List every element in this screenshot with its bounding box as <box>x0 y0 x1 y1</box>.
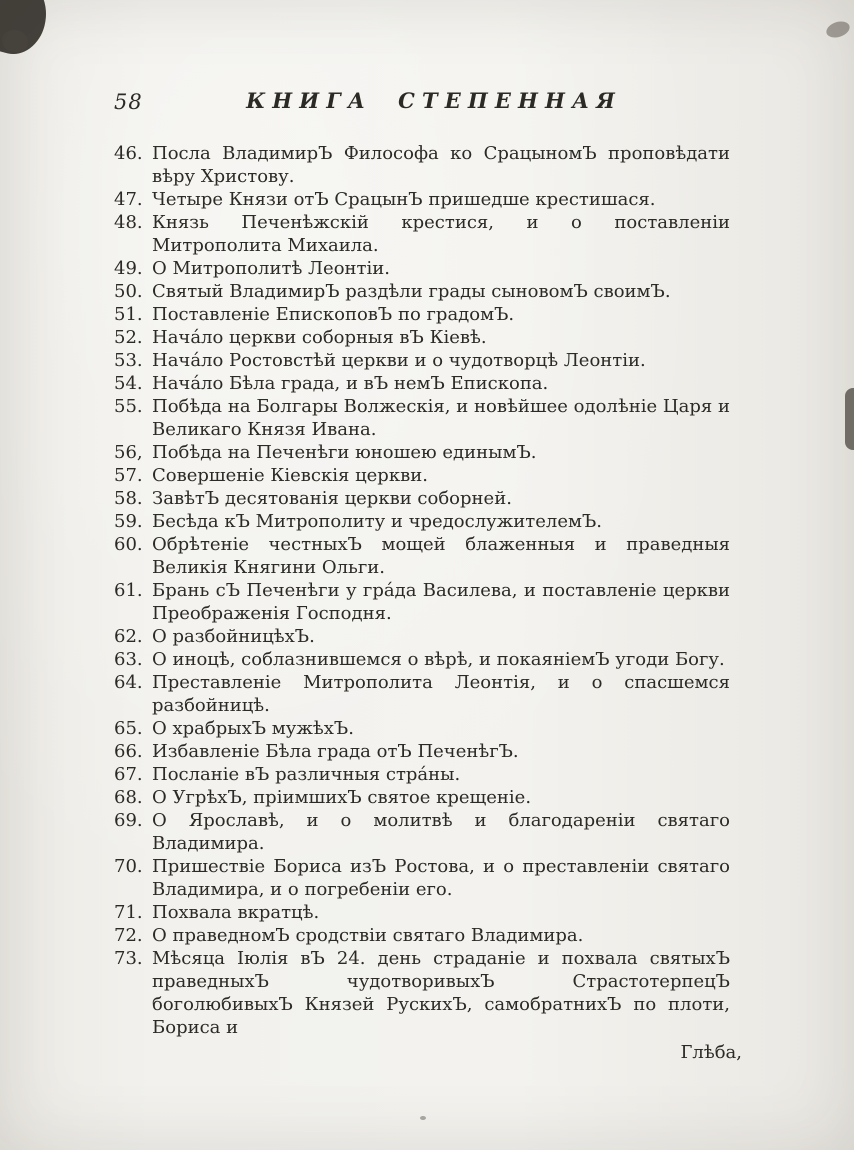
contents-entry <box>114 763 730 786</box>
entry-number: 62. <box>114 626 143 647</box>
entry-text: Мѣсяца Іюлія вЪ 24. день страданіе и похвала святыхЪ праведныхЪ чудотворивыхЪ СтрастотерпецЪ боголюбивыхЪ Князей РускихЪ, самобратнихЪ по плоти, Бориса и <box>152 948 730 1038</box>
entry-number: 67. <box>114 764 143 785</box>
page-number: 58 <box>114 90 143 114</box>
contents-entry <box>114 786 730 809</box>
entry-text: Побѣда на Болгары Волжескія, и новѣйшее одолѣніе Царя и Великаго Князя Ивана. <box>152 396 730 440</box>
entry-number: 61. <box>114 580 143 601</box>
entry-number: 47. <box>114 189 143 210</box>
contents-entry <box>114 809 730 855</box>
ink-blot-top-left-2 <box>2 30 28 52</box>
entry-number: 54. <box>114 373 143 394</box>
table-of-contents <box>0 142 854 1039</box>
entry-text: Побѣда на Печенѣги юношею единымЪ. <box>152 442 537 463</box>
entry-number: 73. <box>114 948 143 969</box>
contents-entry <box>114 740 730 763</box>
entry-number: 46. <box>114 143 143 164</box>
contents-entry <box>114 464 730 487</box>
ink-blot-top-right <box>824 19 851 41</box>
entry-number: 49. <box>114 258 143 279</box>
entry-number: 55. <box>114 396 143 417</box>
entry-text: Князь Печенѣжскій крестися, и о поставленіи Митрополита Михаила. <box>152 212 730 256</box>
contents-entry <box>114 510 730 533</box>
entry-number: 48. <box>114 212 143 233</box>
entry-number: 56, <box>114 442 143 463</box>
entry-text: Брань сЪ Печенѣги у гра́да Василева, и поставленіе церкви Преображенія Господня. <box>152 580 730 624</box>
entry-text: Обрѣтеніе честныхЪ мощей блаженныя и праведныя Великія Княгини Ольги. <box>152 534 730 578</box>
contents-entry <box>114 947 730 1039</box>
contents-entry <box>114 395 730 441</box>
contents-entry <box>114 188 730 211</box>
contents-entry <box>114 717 730 740</box>
page-header <box>0 88 854 124</box>
entry-text: О иноцѣ, соблазнившемся о вѣрѣ, и покаяніемЪ угоди Богу. <box>152 649 725 670</box>
contents-entry <box>114 441 730 464</box>
scan-speck-bottom <box>420 1116 426 1120</box>
entry-text: О УгрѣхЪ, пріимшихЪ святое крещеніе. <box>152 787 532 808</box>
contents-entry <box>114 533 730 579</box>
entry-text: О храбрыхЪ мужѣхЪ. <box>152 718 354 739</box>
entry-text: ЗавѣтЪ десятованія церкви соборней. <box>152 488 512 509</box>
book-title: КНИГА СТЕПЕННАЯ <box>246 88 622 113</box>
entry-number: 52. <box>114 327 143 348</box>
entry-text: О разбойницѣхЪ. <box>152 626 315 647</box>
entry-number: 51. <box>114 304 143 325</box>
entry-number: 60. <box>114 534 143 555</box>
entry-text: Посланіе вЪ различныя стра́ны. <box>152 764 461 785</box>
entry-text: Нача́ло Бѣла града, и вЪ немЪ Епископа. <box>152 373 549 394</box>
entry-number: 59. <box>114 511 143 532</box>
contents-entry <box>114 211 730 257</box>
contents-entry <box>114 924 730 947</box>
entry-text: Посла ВладимирЪ Философа ко СрацыномЪ проповѣдати вѣру Христову. <box>152 143 730 187</box>
entry-number: 58. <box>114 488 143 509</box>
entry-text: О Ярославѣ, и о молитвѣ и благодареніи святаго Владимира. <box>152 810 730 854</box>
contents-entry <box>114 855 730 901</box>
entry-number: 53. <box>114 350 143 371</box>
contents-entry <box>114 372 730 395</box>
contents-entry <box>114 280 730 303</box>
entry-number: 70. <box>114 856 143 877</box>
contents-entry <box>114 257 730 280</box>
entry-text: Святый ВладимирЪ раздѣли грады сыновомЪ своимЪ. <box>152 281 671 302</box>
entry-text: Нача́ло Ростовстѣй церкви и о чудотворцѣ Леонтіи. <box>152 350 646 371</box>
catchword: Глѣба, <box>680 1042 742 1063</box>
entry-text: Поставленіе ЕпископовЪ по градомЪ. <box>152 304 515 325</box>
entry-number: 63. <box>114 649 143 670</box>
entry-number: 69. <box>114 810 143 831</box>
contents-entry <box>114 579 730 625</box>
entry-text: Избавленіе Бѣла града отЪ ПеченѣгЪ. <box>152 741 519 762</box>
entry-number: 57. <box>114 465 143 486</box>
entry-text: Совершеніе Кіевскія церкви. <box>152 465 428 486</box>
entry-number: 64. <box>114 672 143 693</box>
contents-entry <box>114 625 730 648</box>
entry-number: 66. <box>114 741 143 762</box>
contents-entry <box>114 901 730 924</box>
entry-text: Похвала вкратцѣ. <box>152 902 320 923</box>
contents-entry <box>114 326 730 349</box>
contents-entry <box>114 648 730 671</box>
contents-entry <box>114 142 730 188</box>
entry-number: 65. <box>114 718 143 739</box>
entry-text: Нача́ло церкви соборныя вЪ Кіевѣ. <box>152 327 487 348</box>
entry-number: 68. <box>114 787 143 808</box>
entry-text: О Митрополитѣ Леонтіи. <box>152 258 390 279</box>
entry-text: О праведномЪ сродствіи святаго Владимира. <box>152 925 584 946</box>
entry-text: Бесѣда кЪ Митрополиту и чредослужителемЪ. <box>152 511 602 532</box>
entry-text: Пришествіе Бориса изЪ Ростова, и о преставленіи святаго Владимира, и о погребеніи его. <box>152 856 730 900</box>
scan-smudge-right-edge <box>845 388 854 450</box>
entry-number: 50. <box>114 281 143 302</box>
contents-entry <box>114 487 730 510</box>
entry-text: Преставленіе Митрополита Леонтія, и о спасшемся разбойницѣ. <box>152 672 730 716</box>
contents-entry <box>114 671 730 717</box>
entry-text: Четыре Князи отЪ СрацынЪ пришедше крестишася. <box>152 189 656 210</box>
contents-entry <box>114 303 730 326</box>
entry-number: 72. <box>114 925 143 946</box>
entry-number: 71. <box>114 902 143 923</box>
contents-entry <box>114 349 730 372</box>
